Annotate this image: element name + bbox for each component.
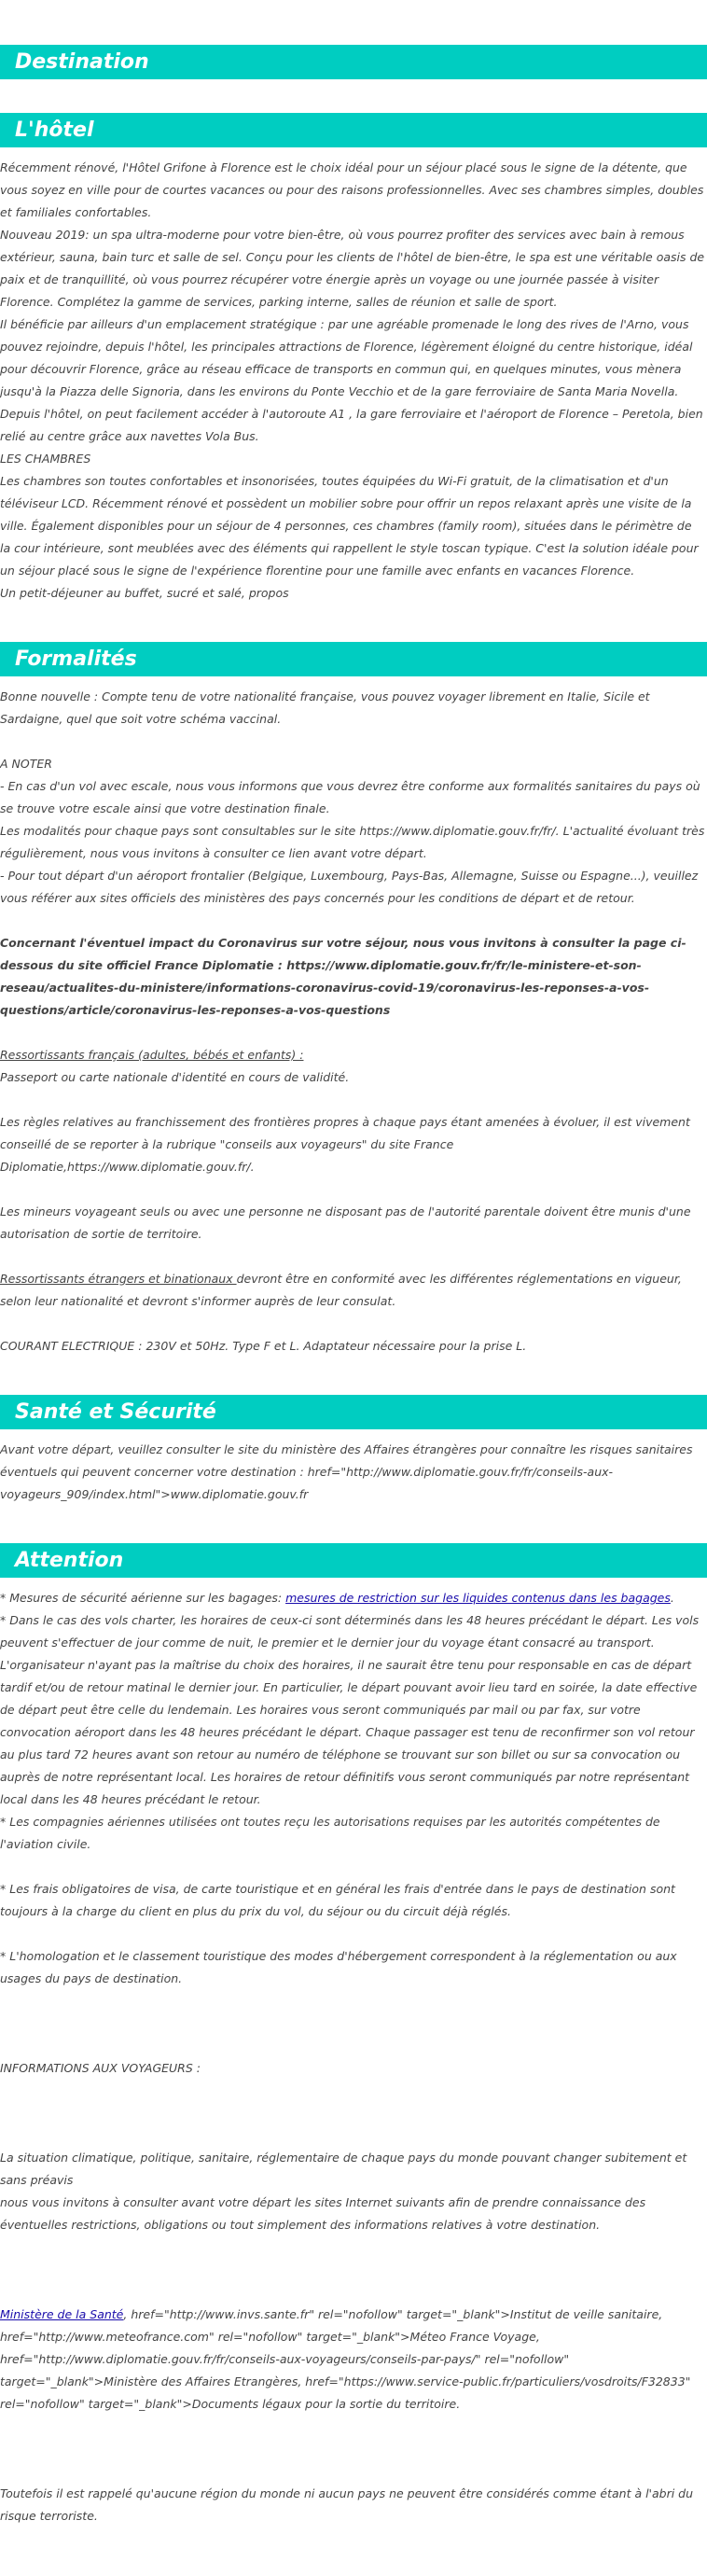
hotel-breakfast-text: Un petit-déjeuner au buffet, sucré et salé, propos xyxy=(0,586,289,600)
formalites-border-airport-text: - Pour tout départ d'un aéroport frontalier (Belgique, Luxembourg, Pays-Bas, Allemagne, Suisse ou Espagne...), veuillez vous référer aux sites officiels des ministères des pays concernés pour les conditions de départ et de retour. xyxy=(0,869,699,905)
hotel-spa-text: Nouveau 2019: un spa ultra-moderne pour votre bien-être, où vous pourrez profiter des services avec bain à remous extérieur, sauna, bain turc et salle de sel. Conçu pour les clients de l'hôtel de bien-être, le spa est une véritable oasis de paix et de tranquillité, où vous pourrez récupérer votre énergie après un voyage ou une journée passée à visiter Florence. Complétez la gamme de services, parking interne, salles de réunion et salle de sport. xyxy=(0,228,705,309)
formalites-good-news: Bonne nouvelle : Compte tenu de votre nationalité française, vous pouvez voyager librement en Italie, Sicile et Sardaigne, quel que soit votre schéma vaccinal. xyxy=(0,689,650,726)
attention-baggage-post: . xyxy=(670,1591,674,1605)
page xyxy=(0,45,707,2576)
formalites-section xyxy=(0,642,707,1358)
attention-heading: Attention xyxy=(0,1543,707,1578)
formalites-electric-text: COURANT ELECTRIQUE : 230V et 50Hz. Type F et L. Adaptateur nécessaire pour la prise L. xyxy=(0,1339,527,1353)
attention-baggage-pre: * Mesures de sécurité aérienne sur les bagages: xyxy=(0,1591,286,1605)
attention-airlines-text: * Les compagnies aériennes utilisées ont toutes reçu les autorisations requises par les autorités compétentes de l'aviation civile. xyxy=(0,1815,660,1851)
hotel-heading: L'hôtel xyxy=(0,113,707,147)
formalites-passport-text: Passeport ou carte nationale d'identité en cours de validité. xyxy=(0,1070,350,1084)
ministere-sante-link[interactable]: Ministère de la Santé xyxy=(0,2307,124,2321)
attention-baggage-text xyxy=(0,1587,707,1609)
attention-consult-text: nous vous invitons à consulter avant votre départ les sites Internet suivants afin de prendre connaissance des éventuelles restrictions, obligations ou tout simplement des informations relatives à votre destination. xyxy=(0,2195,646,2232)
destination-heading: Destination xyxy=(0,45,707,79)
hotel-access-text: Depuis l'hôtel, on peut facilement accéder à l'autoroute A1 , la gare ferroviaire et l'aéroport de Florence – Peretola, bien relié au centre grâce aux navettes Vola Bus. xyxy=(0,407,703,443)
attention-links-text xyxy=(0,2304,707,2416)
hotel-rooms-title: LES CHAMBRES xyxy=(0,452,91,466)
sante-text: Avant votre départ, veuillez consulter le site du ministère des Affaires étrangères pour connaître les risques sanitaires éventuels qui peuvent concerner votre destination : href="http://www.diplomatie.gouv.fr/fr/conseils-aux-voyageurs_909/index.html">www.diplomatie.gouv.fr xyxy=(0,1442,693,1501)
formalites-foreigners-title: Ressortissants étrangers et binationaux xyxy=(0,1272,237,1286)
formalites-foreigners-rest: devront être en conformité avec les différentes réglementations en vigueur, selon leur nationalité et devront s'informer auprès de leur consulat. xyxy=(0,1272,682,1308)
hotel-location-text: Il bénéficie par ailleurs d'un emplacement stratégique : par une agréable promenade le long des rives de l'Arno, vous pouvez rejoindre, depuis l'hôtel, les principales attractions de Florence, légèrement éloigné du centre historique, idéal pour découvrir Florence, grâce au réseau efficace de transports en commun qui, en quelques minutes, vous mènera jusqu'à la Piazza delle Signoria, dans les environs du Ponte Vecchio et de la gare ferroviaire de Santa Maria Novella. xyxy=(0,317,693,398)
attention-section xyxy=(0,1543,707,2527)
attention-links-rest: , href="http://www.invs.sante.fr" rel="nofollow" target="_blank">Institut de veille sanitaire, href="http://www.meteofrance.com" rel="nofollow" target="_blank">Méteo France Voyage, href="http://www.diplomatie.gouv.fr/fr/conseils-aux-voyageurs/conseils-par-pays/" rel="nofollow" target="_blank">Ministère des Affaires Etrangères, href="https://www.service-public.fr/particuliers/vosdroits/F32833" rel="nofollow" target="_blank">Documents légaux pour la sortie du territoire. xyxy=(0,2307,691,2411)
attention-info-title: INFORMATIONS AUX VOYAGEURS : xyxy=(0,2061,201,2075)
formalites-heading: Formalités xyxy=(0,642,707,676)
attention-homologation-text: * L'homologation et le classement touristique des modes d'hébergement correspondent à la réglementation ou aux usages du pays de destination. xyxy=(0,1949,677,1985)
formalites-french-nationals-title: Ressortissants français (adultes, bébés et enfants) : xyxy=(0,1048,304,1062)
formalites-stopover-text: - En cas d'un vol avec escale, nous vous informons que vous devrez être conforme aux formalités sanitaires du pays où se trouve votre escale ainsi que votre destination finale. xyxy=(0,779,700,815)
liquids-restriction-link[interactable]: mesures de restriction sur les liquides contenus dans les bagages xyxy=(285,1591,671,1605)
formalites-note-title: A NOTER xyxy=(0,757,52,771)
attention-charter-text: * Dans le cas des vols charter, les horaires de ceux-ci sont déterminés dans les 48 heures précédant le départ. Les vols peuvent s'effectuer de jour comme de nuit, le premier et le dernier jour du voyage étant consacré au transport. L'organisateur n'ayant pas la maîtrise du choix des horaires, il ne saurait être tenu pour responsable en cas de départ tardif et/ou de retour matinal le dernier jour. En particulier, le départ pouvant avoir lieu tard en soirée, la date effective de départ peut être celle du lendemain. Les horaires vous seront communiqués par mail ou par fax, sur votre convocation aéroport dans les 48 heures précédant le départ. Chaque passager est tenu de reconfirmer son vol retour au plus tard 72 heures avant son retour au numéro de téléphone se trouvant sur son billet ou sur sa convocation ou auprès de notre représentant local. Les horaires de retour définitifs vous seront communiqués par notre représentant local dans les 48 heures précédant le retour. xyxy=(0,1613,700,1806)
formalites-modalities-text: Les modalités pour chaque pays sont consultables sur le site https://www.diplomatie.gouv.fr/fr/. L'actualité évoluant très régulièrement, nous vous invitons à consulter ce lien avant votre départ. xyxy=(0,824,705,860)
hotel-rooms-text: Les chambres son toutes confortables et insonorisées, toutes équipées du Wi-Fi gratuit, de la climatisation et d'un téléviseur LCD. Récemment rénové et possèdent un mobilier sobre pour offrir un repos relaxant après une visite de la ville. Également disponibles pour un séjour de 4 personnes, ces chambres (family room), situées dans le périmètre de la cour intérieure, sont meublées avec des éléments qui rappellent le style toscan typique. C'est la solution idéale pour un séjour placé sous le signe de l'expérience florentine pour une famille avec enfants en vacances Florence. xyxy=(0,474,699,578)
formalites-coronavirus-text: Concernant l'éventuel impact du Coronavirus sur votre séjour, nous vous invitons à consulter la page ci-dessous du site officiel France Diplomatie : https://www.diplomatie.gouv.fr/fr/le-ministere-et-son-reseau/actualites-du-ministere/informations-coronavirus-covid-19/coronavirus-les-reponses-a-vos-questions/article/coronavirus-les-reponses-a-vos-questions xyxy=(0,936,686,1017)
hotel-section xyxy=(0,113,707,605)
attention-terrorism-text: Toutefois il est rappelé qu'aucune région du monde ni aucun pays ne peuvent être considérés comme étant à l'abri du risque terroriste. xyxy=(0,2486,694,2523)
sante-heading: Santé et Sécurité xyxy=(0,1395,707,1429)
hotel-intro-text: Récemment rénové, l'Hôtel Grifone à Florence est le choix idéal pour un séjour placé sous le signe de la détente, que vous soyez en ville pour de courtes vacances ou pour des raisons professionnelles. Avec ses chambres simples, doubles et familiales confortables. xyxy=(0,160,704,219)
destination-section xyxy=(0,45,707,79)
attention-situation-text: La situation climatique, politique, sanitaire, réglementaire de chaque pays du monde pouvant changer subitement et sans préavis xyxy=(0,2151,687,2187)
attention-fees-text: * Les frais obligatoires de visa, de carte touristique et en général les frais d'entrée dans le pays de destination sont toujours à la charge du client en plus du prix du vol, du séjour ou du circuit déjà réglés. xyxy=(0,1882,675,1918)
formalites-minors-text: Les mineurs voyageant seuls ou avec une personne ne disposant pas de l'autorité parentale doivent être munis d'une autorisation de sortie de territoire. xyxy=(0,1204,691,1241)
formalites-border-rules-text: Les règles relatives au franchissement des frontières propres à chaque pays étant amenées à évoluer, il est vivement conseillé de se reporter à la rubrique "conseils aux voyageurs" du site France Diplomatie,https://www.diplomatie.gouv.fr/. xyxy=(0,1115,690,1174)
formalites-foreigners-text xyxy=(0,1268,707,1313)
sante-section xyxy=(0,1395,707,1506)
